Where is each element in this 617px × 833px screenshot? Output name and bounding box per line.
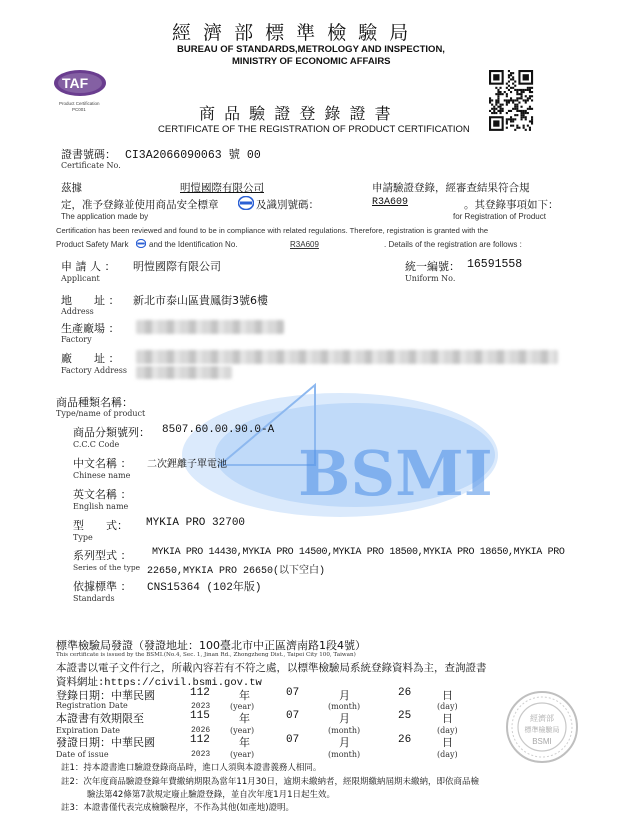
inquiry-url: 資料網址:https://civil.bsmi.gov.tw — [56, 677, 262, 689]
expiration-month-unit: 月 — [339, 712, 350, 725]
address-label: 地 址 ： — [61, 294, 120, 307]
electronic-note: 本證書以電子文件行之，所載內容若有不符之處，以標準檢驗局系統登錄資料為主，查詢證書 — [56, 662, 487, 674]
series-value-2: 22650,MYKIA PRO 26650(以下空白) — [147, 566, 326, 577]
chinese-name-label-en: Chinese name — [73, 471, 131, 480]
svg-text:BSMI: BSMI — [532, 737, 552, 746]
registration-month-unit: 月 — [339, 689, 350, 702]
registration-year-unit: 年 — [239, 689, 250, 702]
factory-address-redacted-2 — [136, 366, 232, 379]
expiration-year-en: 2026 — [191, 726, 211, 735]
expiration-year-unit-en: (year) — [230, 726, 255, 735]
chinese-name-value: 二次鋰離子單電池 — [147, 459, 227, 470]
issue-day-unit-en: (day) — [437, 750, 458, 759]
issue-date-label-en: Date of issue — [56, 750, 109, 759]
expiration-day-unit: 日 — [442, 712, 453, 725]
basis-en-line2: Certification has been reviewed and found to be in compliance with related regulations. Therefore, registration is granted with the — [56, 226, 489, 235]
basis-en-line3-c: . Details of the registration are follows : — [384, 240, 522, 249]
registration-date-label: 登錄日期：中華民國 — [56, 689, 155, 702]
expiration-day-unit-en: (day) — [437, 726, 458, 735]
english-name-label: 英文名稱 ： — [73, 488, 132, 501]
taf-code: PC001 — [72, 107, 86, 112]
ccc-code-value: 8507.60.00.90.0-A — [162, 424, 275, 436]
english-name-label-en: English name — [73, 502, 129, 511]
footnote-2b: 驗法第42條第7款規定廢止驗證登錄，並自次年度1月1日起生效。 — [87, 790, 336, 800]
registration-year-en: 2023 — [191, 702, 211, 711]
issue-day-unit: 日 — [442, 736, 453, 749]
expiration-day: 25 — [398, 710, 412, 722]
bsmi-watermark-icon — [180, 375, 520, 535]
footnote-1: 註1：持本證書進口驗證登錄商品時，進口人須與本證書義務人相同。 — [61, 763, 322, 773]
uniform-no-label-en: Uniform No. — [405, 274, 456, 283]
issue-month-unit-en: (month) — [328, 750, 361, 759]
factory-address-label: 廠 址 ： — [61, 352, 120, 365]
factory-label: 生產廠場 ： — [61, 322, 120, 335]
expiration-month: 07 — [286, 710, 300, 722]
expiration-date-label: 本證書有效期限至 — [56, 712, 144, 725]
issue-year-en: 2023 — [191, 750, 211, 759]
series-value-1: MYKIA PRO 14430,MYKIA PRO 14500,MYKIA PRO 18500,MYKIA PRO 18650,MYKIA PRO — [152, 547, 565, 558]
basis-en-right: for Registration of Product — [453, 212, 546, 221]
address-label-en: Address — [61, 307, 94, 316]
expiration-month-unit-en: (month) — [328, 726, 361, 735]
factory-address-redacted-1 — [136, 350, 558, 364]
certificate-no-label: 證書號碼： — [61, 148, 116, 161]
expiration-date-label-en: Expiration Date — [56, 726, 121, 735]
footnote-3: 註3：本證書僅代表完成檢驗程序，不作為其他(如產地)證明。 — [61, 803, 295, 813]
registration-month: 07 — [286, 687, 300, 699]
applicant-value: 明愷國際有限公司 — [133, 260, 221, 273]
taf-logo-icon — [52, 68, 108, 98]
ccc-code-label: 商品分類號列： — [73, 426, 150, 439]
standard-label: 依據標準 ： — [73, 580, 132, 593]
ccc-code-label-en: C.C.C Code — [73, 440, 120, 449]
uniform-no-label: 統一編號： — [405, 260, 460, 273]
issue-date-label: 發證日期：中華民國 — [56, 736, 155, 749]
series-label: 系列型式 ： — [73, 549, 132, 562]
svg-text:標準檢驗局: 標準檢驗局 — [524, 726, 560, 734]
certificate-title-cn: 商 品 驗 證 登 錄 證 書 — [199, 104, 393, 123]
bsmi-seal-icon — [505, 690, 579, 764]
factory-address-label-en: Factory Address — [61, 366, 127, 375]
registration-day-unit-en: (day) — [437, 702, 458, 711]
basis-intro: 茲據 — [61, 182, 82, 194]
applicant-label: 申 請 人 ： — [61, 260, 116, 273]
safety-mark-icon — [238, 196, 254, 210]
basis-applicant-name: 明愷國際有限公司 — [180, 182, 264, 194]
registration-day-unit: 日 — [442, 689, 453, 702]
standard-label-en: Standards — [73, 594, 115, 603]
basis-en-line3-b: and the Identification No. — [149, 240, 238, 249]
certificate-no-label-en: Certificate No. — [61, 161, 121, 170]
basis-line1-right: 申請驗證登錄，經審查結果符合規 — [372, 182, 530, 194]
bureau-name-cn: 經 濟 部 標 準 檢 驗 局 — [172, 22, 412, 44]
address-value: 新北市泰山區貴鳳街3號6樓 — [133, 294, 268, 307]
safety-mark-small-icon — [136, 239, 146, 248]
issue-year-unit: 年 — [239, 736, 250, 749]
uniform-no-value: 16591558 — [467, 258, 523, 271]
chinese-name-label: 中文名稱 ： — [73, 457, 132, 470]
svg-text:BSMI: BSMI — [298, 437, 493, 510]
basis-line2-mid: 及識別號碼： — [256, 199, 319, 211]
type-label-en: Type — [73, 533, 93, 542]
type-value: MYKIA PRO 32700 — [146, 517, 246, 529]
registration-year: 112 — [190, 687, 210, 699]
basis-line2-right: 。其登錄事項如下： — [464, 199, 559, 211]
footnote-2a: 註2：次年度商品驗證登錄年費繳納期限為當年11月30日，逾期未繳納者，經限期繳納屆期未繳納，即依商品檢 — [61, 777, 480, 787]
type-label: 型 式： — [73, 519, 128, 532]
qr-code-icon — [489, 70, 535, 132]
basis-en-left: The application made by — [61, 212, 149, 221]
bureau-name-en-2: MINISTRY OF ECONOMIC AFFAIRS — [232, 56, 391, 67]
factory-label-en: Factory — [61, 335, 92, 344]
bureau-name-en-1: BUREAU OF STANDARDS,METROLOGY AND INSPECTION, — [177, 44, 445, 55]
issue-year-unit-en: (year) — [230, 750, 255, 759]
applicant-label-en: Applicant — [61, 274, 100, 283]
registration-date-label-en: Registration Date — [56, 701, 128, 710]
issuer-line-cn: 標準檢驗局發證（發證地址：100臺北市中正區濟南路1段4號） — [56, 639, 366, 652]
issue-month-unit: 月 — [339, 736, 350, 749]
issue-day: 26 — [398, 734, 412, 746]
certificate-title-en: CERTIFICATE OF THE REGISTRATION OF PRODUCT CERTIFICATION — [158, 124, 470, 135]
basis-en-line3-a: Product Safety Mark — [56, 240, 129, 249]
factory-redacted — [136, 320, 284, 334]
series-label-en: Series of the type — [73, 563, 141, 572]
expiration-year: 115 — [190, 710, 210, 722]
product-type-label: 商品種類名稱： — [56, 396, 133, 409]
registration-day: 26 — [398, 687, 412, 699]
taf-caption: Product Certification — [59, 101, 100, 106]
issuer-line-en: This certificate is issued by the BSMI.(No.4, Sec. 1, Jinan Rd., Zhongzheng Dist., Taipei City 100, Taiwan) — [56, 652, 356, 658]
basis-en-line3-code: R3A609 — [290, 240, 319, 249]
svg-text:TAF: TAF — [62, 75, 89, 91]
standard-value: CNS15364 (102年版) — [147, 582, 262, 594]
expiration-year-unit: 年 — [239, 712, 250, 725]
product-type-label-en: Type/name of product — [56, 409, 146, 418]
certificate-no-value: CI3A2066090063 號 00 — [125, 149, 261, 162]
registration-month-unit-en: (month) — [328, 702, 361, 711]
basis-line2-left: 定，准予登錄並使用商品安全標章 — [61, 199, 219, 211]
issue-month: 07 — [286, 734, 300, 746]
basis-id-code: R3A609 — [372, 197, 409, 208]
issue-year: 112 — [190, 734, 210, 746]
svg-text:經濟部: 經濟部 — [530, 714, 554, 723]
registration-year-unit-en: (year) — [230, 702, 255, 711]
